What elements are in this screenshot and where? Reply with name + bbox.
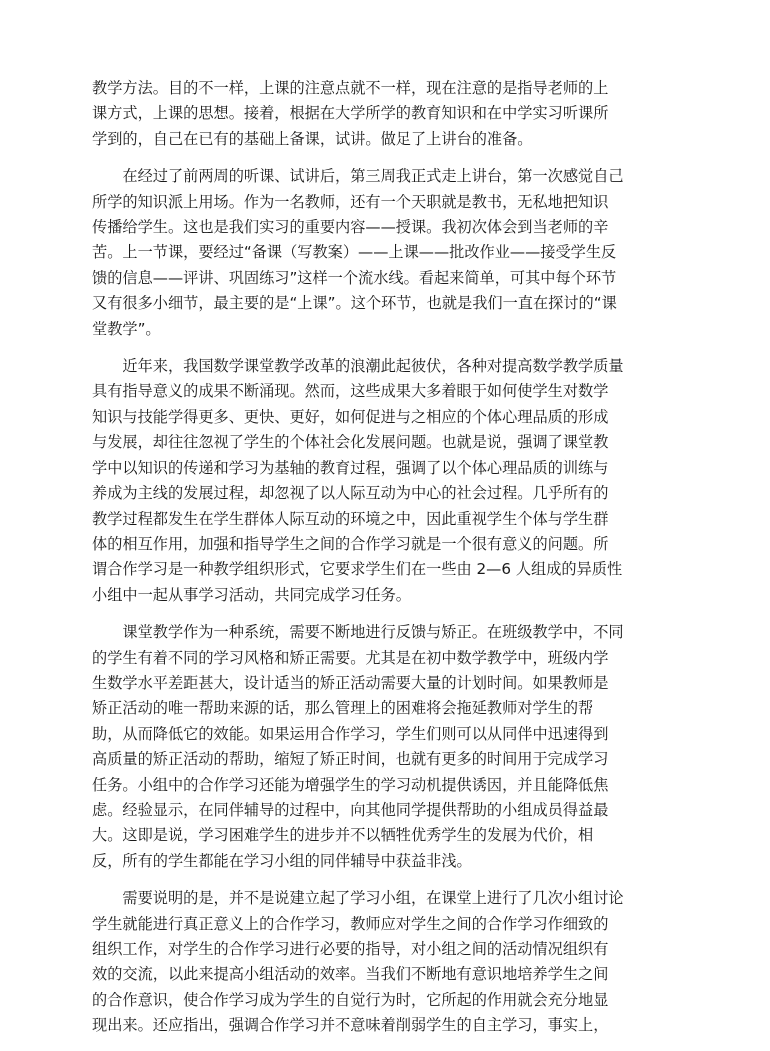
paragraph <box>92 620 682 874</box>
text-line: 所学的知识派上用场。作为一名教师，还有一个天职就是教书，无私地把知识 <box>92 192 609 211</box>
paragraph <box>92 886 682 1038</box>
text-line: 任务。小组中的合作学习还能为增强学生的学习动机提供诱因，并且能降低焦 <box>92 775 609 794</box>
text-line: 学生就能进行真正意义上的合作学习，教师应对学生之间的合作学习作细致的 <box>92 914 609 933</box>
text-line: 馈的信息——评讲、巩固练习”这样一个流水线。看起来简单，可其中每个环节 <box>92 268 617 287</box>
text-line: 养成为主线的发展过程，却忽视了以人际互动为中心的社会过程。几乎所有的 <box>92 484 609 503</box>
text-line: 学中以知识的传递和学习为基轴的教育过程，强调了以个体心理品质的训练与 <box>92 458 609 477</box>
text-line: 的合作意识，使合作学习成为学生的自觉行为时，它所起的作用就会充分地显 <box>92 990 609 1009</box>
text-line: 谓合作学习是一种教学组织形式，它要求学生们在一些由 2—6 人组成的异质性 <box>92 560 623 579</box>
text-line: 苦。上一节课，要经过“备课（写教案）——上课——批改作业——接受学生反 <box>92 243 617 262</box>
text-line: 反，所有的学生都能在学习小组的同伴辅导中获益非浅。 <box>92 851 472 870</box>
text-line: 与发展，却往往忽视了学生的个体社会化发展问题。也就是说，强调了课堂教 <box>92 433 609 452</box>
text-line: 需要说明的是，并不是说建立起了学习小组，在课堂上进行了几次小组讨论 <box>122 889 624 908</box>
text-line: 具有指导意义的成果不断涌现。然而，这些成果大多着眼于如何使学生对数学 <box>92 382 609 401</box>
text-line: 效的交流，以此来提高小组活动的效率。当我们不断地有意识地培养学生之间 <box>92 965 609 984</box>
text-line: 大。这即是说，学习困难学生的进步并不以牺牲优秀学生的发展为代价，相 <box>92 826 594 845</box>
text-line: 传播给学生。这也是我们实习的重要内容——授课。我初次体会到当老师的辛 <box>92 218 609 237</box>
text-line: 小组中一起从事学习活动，共同完成学习任务。 <box>92 585 411 604</box>
text-line: 虑。经验显示，在同伴辅导的过程中，向其他同学提供帮助的小组成员得益最 <box>92 800 609 819</box>
text-line: 教学过程都发生在学生群体人际互动的环境之中，因此重视学生个体与学生群 <box>92 509 609 528</box>
text-line: 教学方法。目的不一样，上课的注意点就不一样，现在注意的是指导老师的上 <box>92 79 609 97</box>
text-line: 课方式，上课的思想。接着，根据在大学所学的教育知识和在中学实习听课所 <box>92 104 609 123</box>
text-line: 现出来。还应指出，强调合作学习并不意味着削弱学生的自主学习，事实上， <box>92 1016 609 1035</box>
document-page <box>92 76 682 1051</box>
text-line: 组织工作，对学生的合作学习进行必要的指导，对小组之间的活动情况组织有 <box>92 940 609 958</box>
text-line: 堂教学”。 <box>92 319 161 338</box>
text-line: 课堂教学作为一种系统，需要不断地进行反馈与矫正。在班级教学中，不同 <box>122 623 624 642</box>
text-line: 近年来，我国数学课堂教学改革的浪潮此起彼伏，各种对提高数学教学质量 <box>122 357 624 376</box>
text-line: 知识与技能学得更多、更快、更好，如何促进与之相应的个体心理品质的形成 <box>92 407 609 426</box>
paragraph <box>92 76 682 152</box>
text-line: 高质量的矫正活动的帮助，缩短了矫正时间，也就有更多的时间用于完成学习 <box>92 750 609 769</box>
text-line: 又有很多小细节，最主要的是“上课”。这个环节，也就是我们一直在探讨的“课 <box>92 294 617 313</box>
text-line: 学到的，自己在已有的基础上备课，试讲。做足了上讲台的准备。 <box>92 129 533 148</box>
text-line: 在经过了前两周的听课、试讲后，第三周我正式走上讲台，第一次感觉自己 <box>122 167 624 186</box>
text-line: 生数学水平差距甚大，设计适当的矫正活动需要大量的计划时间。如果教师是 <box>92 673 609 692</box>
paragraph <box>92 354 682 608</box>
text-line: 体的相互作用，加强和指导学生之间的合作学习就是一个很有意义的问题。所 <box>92 534 609 553</box>
paragraph <box>92 164 682 342</box>
text-line: 助，从而降低它的效能。如果运用合作学习，学生们则可以从同伴中迅速得到 <box>92 724 609 743</box>
text-line: 的学生有着不同的学习风格和矫正需要。尤其是在初中数学教学中，班级内学 <box>92 648 609 667</box>
text-line: 矫正活动的唯一帮助来源的话，那么管理上的困难将会拖延教师对学生的帮 <box>92 699 594 718</box>
